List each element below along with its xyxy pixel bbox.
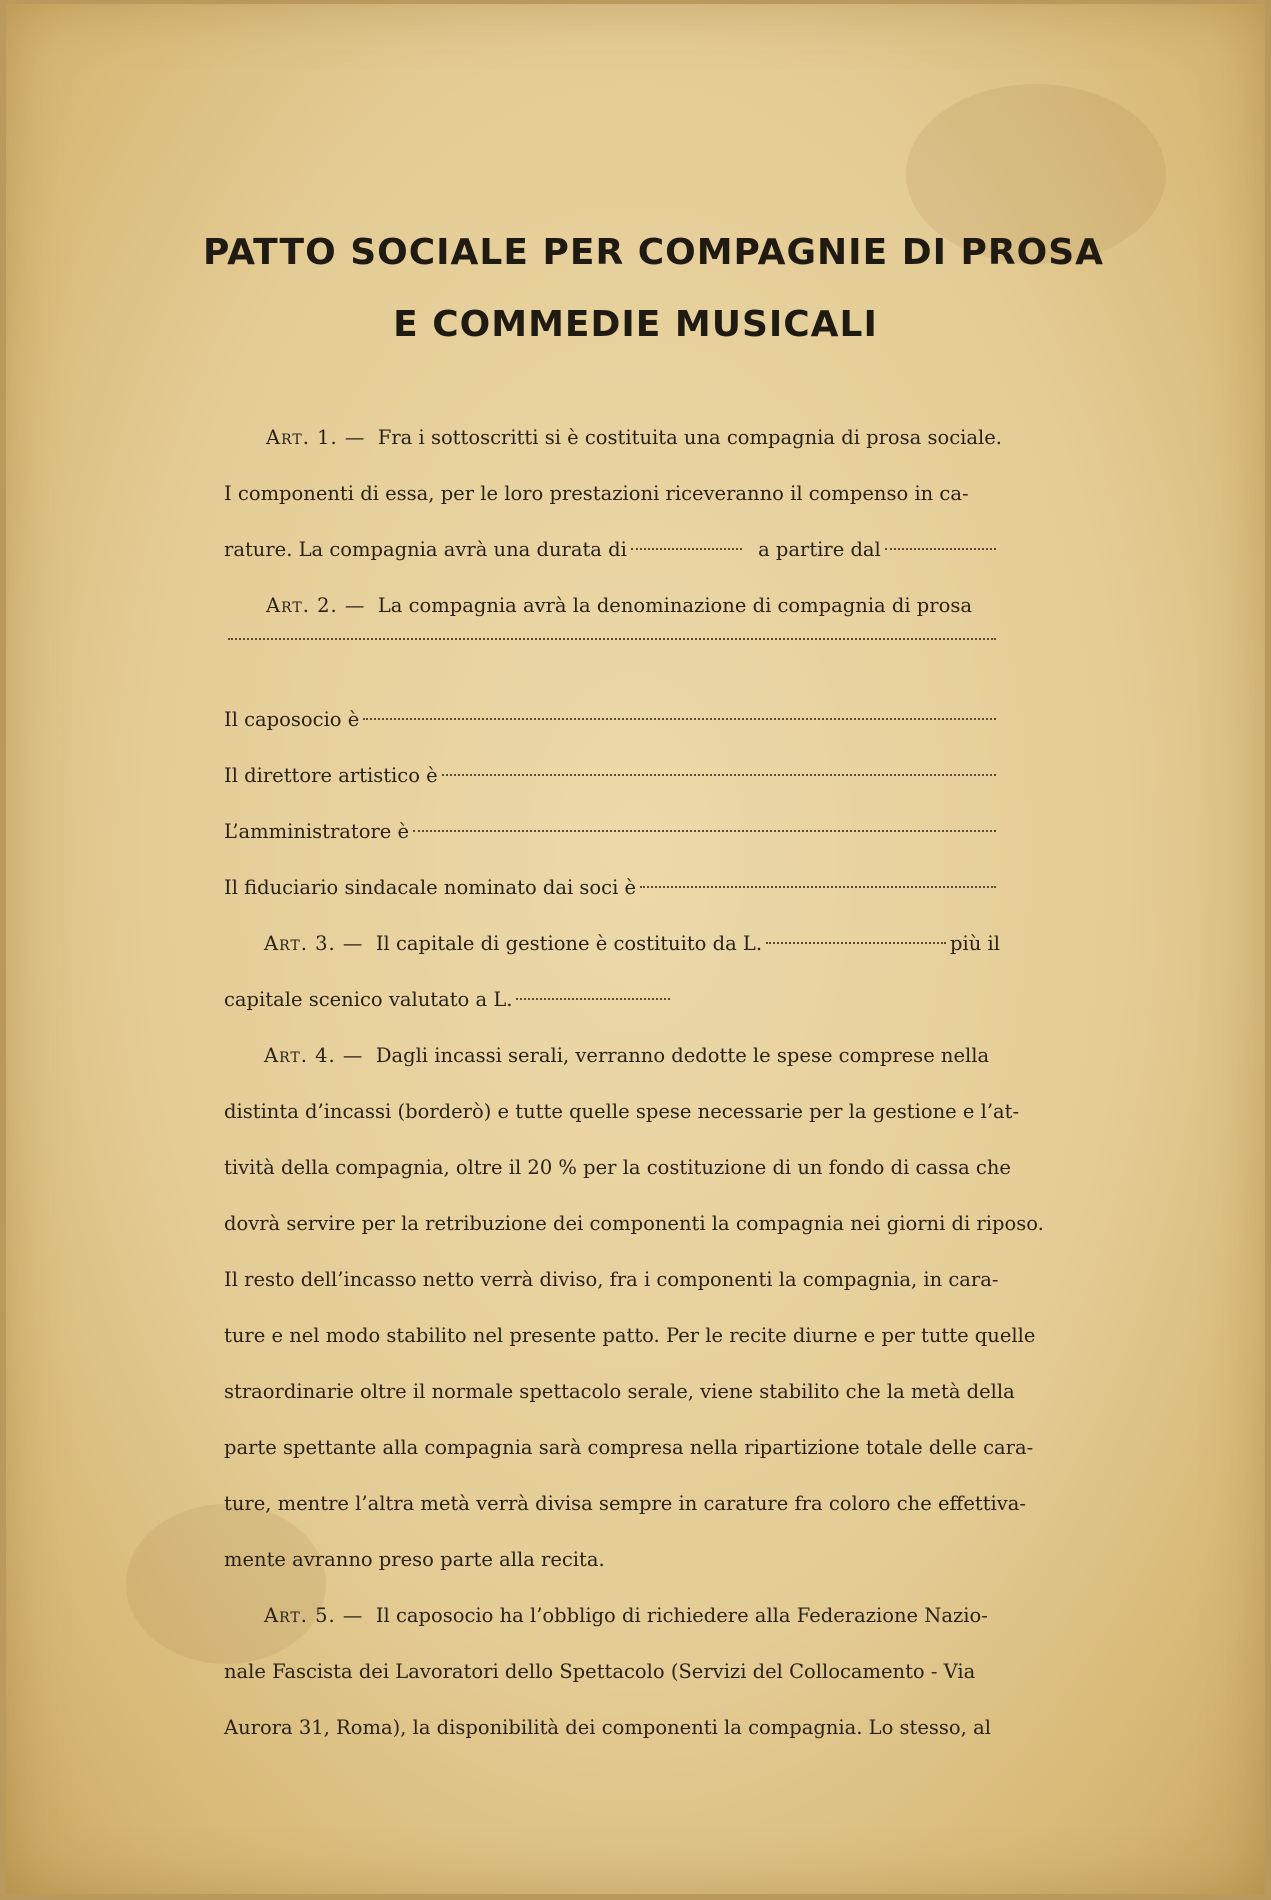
art5-line-3: Aurora 31, Roma), la disponibilità dei componenti la compagnia. Lo stesso, al — [224, 1716, 991, 1739]
art5-label: Art. 5. — — [264, 1604, 364, 1627]
document-title-line-2: E COMMEDIE MUSICALI — [393, 304, 878, 345]
company-name-field[interactable] — [228, 638, 996, 640]
art4-line-7: straordinarie oltre il normale spettacolo serale, viene stabilito che la metà della — [224, 1380, 1015, 1403]
amministratore-label: L’amministratore è — [224, 820, 410, 843]
caposocio-line — [224, 700, 1000, 740]
art3-label: Art. 3. — — [264, 932, 364, 955]
art1-duration-label: rature. La compagnia avrà una durata di — [224, 538, 627, 561]
art4-label: Art. 4. — — [264, 1044, 364, 1067]
art4-line-1 — [264, 1036, 1000, 1076]
art5-line-1 — [264, 1596, 1000, 1636]
art5-text: Il caposocio ha l’obbligo di richiedere alla Federazione Nazio- — [375, 1604, 988, 1627]
start-date-field[interactable] — [885, 548, 996, 550]
caposocio-field[interactable] — [363, 718, 996, 720]
scenic-capital-field[interactable] — [516, 998, 670, 1000]
art4-line-4: dovrà servire per la retribuzione dei componenti la compagnia nei giorni di riposo. — [224, 1212, 1044, 1235]
fiduciario-label: Il fiduciario sindacale nominato dai soci è — [224, 876, 637, 899]
art2-line-1 — [266, 586, 1000, 626]
art1-start-label: a partire dal — [758, 538, 881, 561]
company-name-line — [224, 644, 1000, 684]
amministratore-field[interactable] — [413, 830, 996, 832]
art3-line-2 — [224, 980, 674, 1020]
art4-line-10: mente avranno preso parte alla recita. — [224, 1548, 605, 1571]
art4-text: Dagli incassi serali, verranno dedotte le spese comprese nella — [375, 1044, 990, 1067]
paper-stain — [126, 1504, 326, 1664]
direttore-line — [224, 756, 1000, 796]
capital-field[interactable] — [766, 942, 946, 944]
art1-label: Art. 1. — — [266, 426, 366, 449]
fiduciario-line — [224, 868, 1000, 908]
art4-line-2: distinta d’incassi (borderò) e tutte quelle spese necessarie per la gestione e l’at- — [224, 1100, 1020, 1123]
art2-label: Art. 2. — — [266, 594, 366, 617]
art5-line-2: nale Fascista dei Lavoratori dello Spettacolo (Servizi del Collocamento - Via — [224, 1660, 976, 1683]
art1-line-3 — [224, 530, 1000, 570]
document-title-line-1: PATTO SOCIALE PER COMPAGNIE DI PROSA — [202, 232, 1105, 273]
art3-plus-label: più il — [950, 932, 1000, 955]
amministratore-line — [224, 812, 1000, 852]
art1-line-2: I componenti di essa, per le loro prestazioni riceveranno il compenso in ca- — [224, 482, 969, 505]
art1-text: Fra i sottoscritti si è costituita una compagnia di prosa sociale. — [377, 426, 1003, 449]
art4-line-5: Il resto dell’incasso netto verrà diviso, fra i componenti la compagnia, in cara- — [224, 1268, 999, 1291]
art4-line-8: parte spettante alla compagnia sarà compresa nella ripartizione totale delle cara- — [224, 1436, 1034, 1459]
fiduciario-field[interactable] — [640, 886, 996, 888]
art1-line-1 — [266, 418, 1003, 458]
art3-line-1 — [264, 924, 1000, 964]
art4-line-9: ture, mentre l’altra metà verrà divisa sempre in carature fra coloro che effettiva- — [224, 1492, 1027, 1515]
art4-line-6: ture e nel modo stabilito nel presente patto. Per le recite diurne e per tutte quelle — [224, 1324, 1036, 1347]
duration-field[interactable] — [631, 548, 742, 550]
direttore-field[interactable] — [442, 774, 996, 776]
direttore-label: Il direttore artistico è — [224, 764, 438, 787]
art2-text: La compagnia avrà la denominazione di compagnia di prosa — [377, 594, 972, 617]
document-page — [6, 4, 1265, 1894]
art4-line-3: tività della compagnia, oltre il 20 % per la costituzione di un fondo di cassa che — [224, 1156, 1011, 1179]
art3-text: Il capitale di gestione è costituito da L. — [375, 932, 763, 955]
caposocio-label: Il caposocio è — [224, 708, 360, 731]
art3-scenic-label: capitale scenico valutato a L. — [224, 988, 513, 1011]
